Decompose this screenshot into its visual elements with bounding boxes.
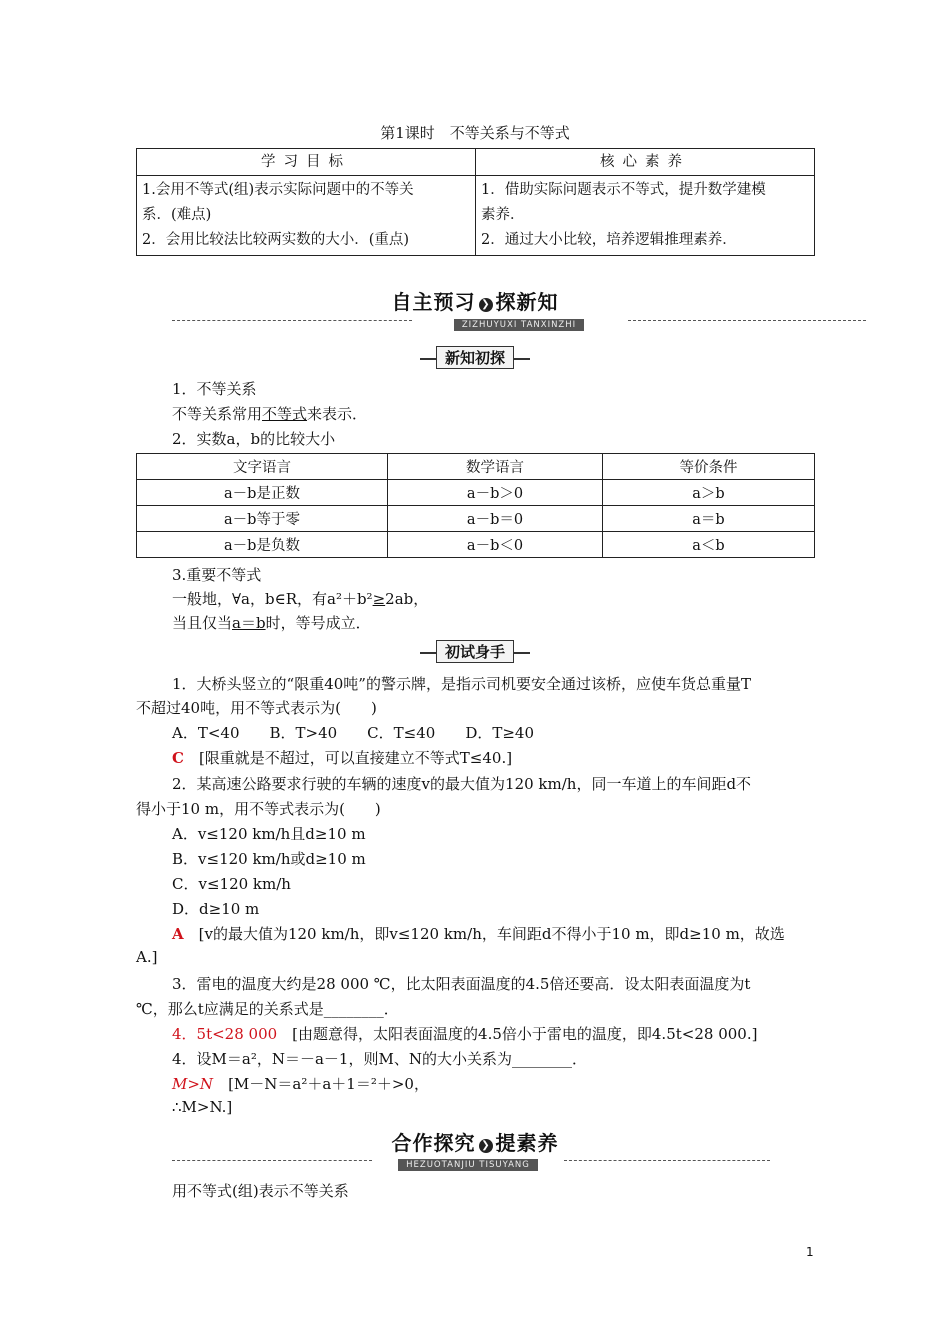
explanation: [限重就是不超过，可以直接建立不等式T≤40.]	[183, 749, 513, 767]
goals-left-line: 2．会用比较法比较两实数的大小．(重点)	[142, 232, 410, 248]
option-a: A．v≤120 km/h且d≥10 m	[172, 825, 366, 843]
table-cell: a＜b	[603, 532, 815, 558]
tag-bar-right	[514, 652, 530, 654]
divider	[172, 320, 412, 321]
underlined-answer: ≥	[372, 590, 386, 608]
table-cell: a－b是正数	[137, 480, 388, 506]
banner-subtitle-text: HEZUOTANJIU TISUYANG	[398, 1159, 538, 1171]
banner-right-text: 提素养	[495, 1131, 559, 1155]
paragraph	[172, 612, 371, 633]
banner-right-text: 探新知	[495, 290, 559, 314]
page-number: 1	[806, 1245, 814, 1259]
explanation: [由题意得，太阳表面温度的4.5倍小于雷电的温度，即4.5t<28 000.]	[277, 1025, 758, 1043]
table-header: 文字语言	[137, 454, 388, 480]
table-header: 等价条件	[603, 454, 815, 480]
question-3: 3．雷电的温度大约是28 000 ℃，比太阳表面温度的4.5倍还要高．设太阳表面温度为t	[172, 975, 751, 993]
section-heading: 3.重要不等式	[172, 566, 262, 584]
table-cell: a＝b	[603, 506, 815, 532]
table-cell: a－b是负数	[137, 532, 388, 558]
table-cell: a－b＝0	[388, 506, 603, 532]
question-4-solution-cont: ∴M>N.]	[172, 1098, 233, 1116]
text: 2ab，	[385, 590, 429, 608]
banner-subtitle	[410, 313, 628, 331]
table-header: 数学语言	[388, 454, 603, 480]
question-1-solution	[172, 747, 512, 768]
banner-left-text: 合作探究	[391, 1131, 476, 1155]
question-2: 2．某高速公路要求行驶的车辆的速度v的最大值为120 km/h，同一车道上的车间距d不	[172, 775, 752, 793]
question-2-cont: 得小于10 m，用不等式表示为( )	[136, 800, 381, 818]
paragraph	[172, 588, 428, 609]
question-1: 1．大桥头竖立的“限重40吨”的警示牌，是指示司机要安全通过该桥，应使车货总重量T	[172, 675, 751, 693]
tag-bar-right	[514, 358, 530, 360]
banner-subtitle	[372, 1153, 564, 1171]
section-banner-preview	[0, 286, 950, 315]
goals-table	[136, 148, 815, 256]
divider	[628, 320, 866, 321]
text: 一般地，∀a，b∈R，有a²＋b²	[172, 590, 373, 608]
table-cell: a－b等于零	[137, 506, 388, 532]
section-heading: 1．不等关系	[172, 380, 257, 398]
table-cell: a＞b	[603, 480, 815, 506]
tag-label: 初试身手	[436, 640, 514, 663]
comparison-table	[136, 453, 815, 558]
underlined-answer: 不等式	[262, 405, 308, 423]
paragraph	[172, 403, 367, 424]
divider	[172, 1160, 372, 1161]
table-row	[137, 480, 815, 506]
banner-left-text: 自主预习	[391, 290, 476, 314]
section-heading: 用不等式(组)表示不等关系	[172, 1182, 349, 1200]
chevron-right-icon: ❯	[479, 1139, 493, 1153]
goals-left-line: 系．(难点)	[142, 207, 212, 223]
table-cell: a－b＞0	[388, 480, 603, 506]
divider	[564, 1160, 770, 1161]
tag-label: 新知初探	[436, 346, 514, 369]
table-row	[137, 506, 815, 532]
question-2-solution	[172, 923, 785, 944]
text: 不等关系常用	[172, 405, 263, 423]
answer-letter: A	[172, 925, 184, 943]
banner-subtitle-text: ZIZHUYUXI TANXINZHI	[454, 319, 584, 331]
page-title: 第1课时 不等关系与不等式	[380, 124, 570, 142]
section-heading: 2．实数a，b的比较大小	[172, 430, 336, 448]
answer-letter: C	[172, 749, 184, 767]
goals-right-line: 素养．	[481, 207, 525, 223]
text: 当且仅当	[172, 614, 233, 632]
question-1-cont: 不超过40吨，用不等式表示为( )	[136, 699, 377, 717]
chevron-right-icon: ❯	[479, 298, 493, 312]
subsection-tag-new-knowledge	[0, 346, 950, 369]
underlined-answer: a＝b	[232, 614, 266, 632]
option-d: D．d≥10 m	[172, 900, 260, 918]
goals-right-line: 2．通过大小比较，培养逻辑推理素养．	[481, 232, 737, 248]
goals-left-line: 1.会用不等式(组)表示实际问题中的不等关	[142, 182, 414, 198]
answer-value: 4．5t<28 000	[172, 1025, 278, 1043]
option-c: C．v≤120 km/h	[172, 875, 291, 893]
option-b: B．v≤120 km/h或d≥10 m	[172, 850, 366, 868]
tag-bar-left	[420, 652, 436, 654]
goals-left-cell	[137, 176, 476, 256]
goals-right-cell	[476, 176, 815, 256]
explanation: [v的最大值为120 km/h，即v≤120 km/h，车间距d不得小于10 m，即d≥10 m，故选	[183, 925, 785, 943]
subsection-tag-trial	[0, 640, 950, 663]
question-3-cont: ℃，那么t应满足的关系式是________．	[136, 1000, 399, 1018]
text: 来表示．	[307, 405, 368, 423]
table-cell: a－b＜0	[388, 532, 603, 558]
text: 时，等号成立．	[265, 614, 371, 632]
question-1-options: A．T<40 B．T>40 C．T≤40 D．T≥40	[172, 724, 535, 742]
question-4-solution	[172, 1073, 429, 1094]
tag-bar-left	[420, 358, 436, 360]
goals-right-line: 1．借助实际问题表示不等式，提升数学建模	[481, 182, 766, 198]
table-row	[137, 532, 815, 558]
explanation: [M－N＝a²＋a＋1＝²＋>0，	[213, 1075, 429, 1093]
question-2-solution-cont: A.]	[136, 948, 158, 966]
question-3-solution	[172, 1023, 757, 1044]
goals-header-left: 学习目标	[137, 149, 476, 176]
goals-header-right: 核心素养	[476, 149, 815, 176]
question-4: 4．设M＝a²，N＝－a－1，则M、N的大小关系为________．	[172, 1050, 587, 1068]
section-banner-explore	[0, 1127, 950, 1156]
answer-value: M>N	[172, 1075, 214, 1093]
